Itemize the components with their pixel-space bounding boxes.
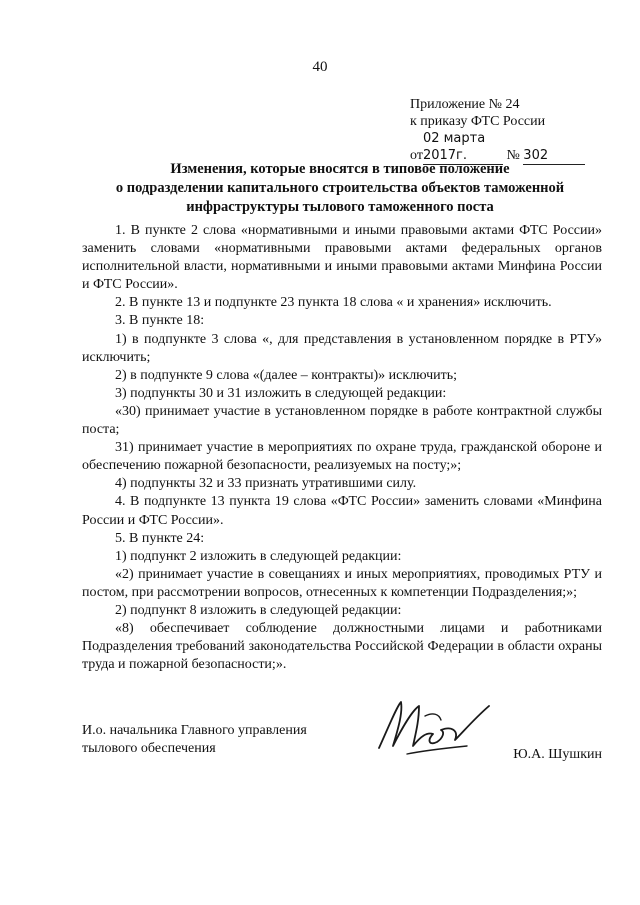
paragraph: «30) принимает участие в установленном порядке в работе контрактной службы поста;	[82, 403, 602, 438]
appendix-header	[410, 96, 630, 165]
signatory-name: Ю.А. Шушкин	[513, 747, 602, 762]
order-date: 02 марта 2017г.	[423, 130, 503, 165]
title-line-2: о подразделении капитального строительства объектов таможенной	[115, 180, 565, 196]
document-title	[60, 160, 620, 217]
paragraph: «8) обеспечивает соблюдение должностными лицами и работниками Подразделения требований законодательства Российской Федерации в области охраны труда и пожарной безопасности;».	[82, 621, 602, 673]
signature-block	[82, 722, 602, 782]
order-number: 302	[523, 147, 585, 165]
appendix-order-reference: к приказу ФТС России	[410, 114, 546, 129]
paragraph: 4) подпункты 32 и 33 признать утратившими силу.	[115, 476, 417, 492]
paragraph: 1) в подпункте 3 слова «, для представления в установленном порядке в РТУ» исключить;	[82, 331, 602, 365]
appendix-number: Приложение № 24	[410, 97, 520, 112]
paragraph: 3) подпункты 30 и 31 изложить в следующей редакции:	[115, 385, 447, 401]
document-body	[82, 222, 602, 674]
signatory-position	[82, 722, 307, 758]
paragraph: 4. В подпункте 13 пункта 19 слова «ФТС России» заменить словами «Минфина России и ФТС России».	[82, 494, 602, 528]
paragraph: 2. В пункте 13 и подпункте 23 пункта 18 слова « и хранения» исключить.	[115, 295, 552, 311]
paragraph: 1. В пункте 2 слова «нормативными и иными правовыми актами ФТС России» заменить словами «нормативными правовыми актами федеральных органов исполнительной власти, нормативными и иными правовыми актами Минфина России и ФТС России».	[82, 223, 602, 293]
handwritten-signature	[367, 696, 507, 766]
paragraph: 5. В пункте 24:	[115, 530, 205, 546]
paragraph: 31) принимает участие в мероприятиях по охране труда, гражданской обороне и обеспечению пожарной безопасности, реализуемых на посту;»;	[82, 440, 602, 474]
paragraph: 3. В пункте 18:	[115, 313, 205, 329]
paragraph: 2) подпункт 8 изложить в следующей редакции:	[115, 602, 402, 618]
page-number: 40	[312, 59, 328, 75]
paragraph: 1) подпункт 2 изложить в следующей редакции:	[115, 548, 402, 564]
signatory-position-line-2: тылового обеспечения	[82, 741, 216, 756]
title-line-3: инфраструктуры тылового таможенного поста	[186, 199, 494, 215]
date-prefix: от	[410, 148, 423, 163]
paragraph: 2) в подпункте 9 слова «(далее – контракты)» исключить;	[115, 367, 458, 383]
paragraph: «2) принимает участие в совещаниях и иных мероприятиях, проводимых РТУ и постом, при рассмотрении вопросов, отнесенных к компетенции Подразделения;»;	[82, 566, 602, 600]
signatory-position-line-1: И.о. начальника Главного управления	[82, 723, 307, 738]
number-prefix: №	[506, 148, 520, 163]
title-line-1: Изменения, которые вносятся в типовое положение	[170, 161, 510, 177]
